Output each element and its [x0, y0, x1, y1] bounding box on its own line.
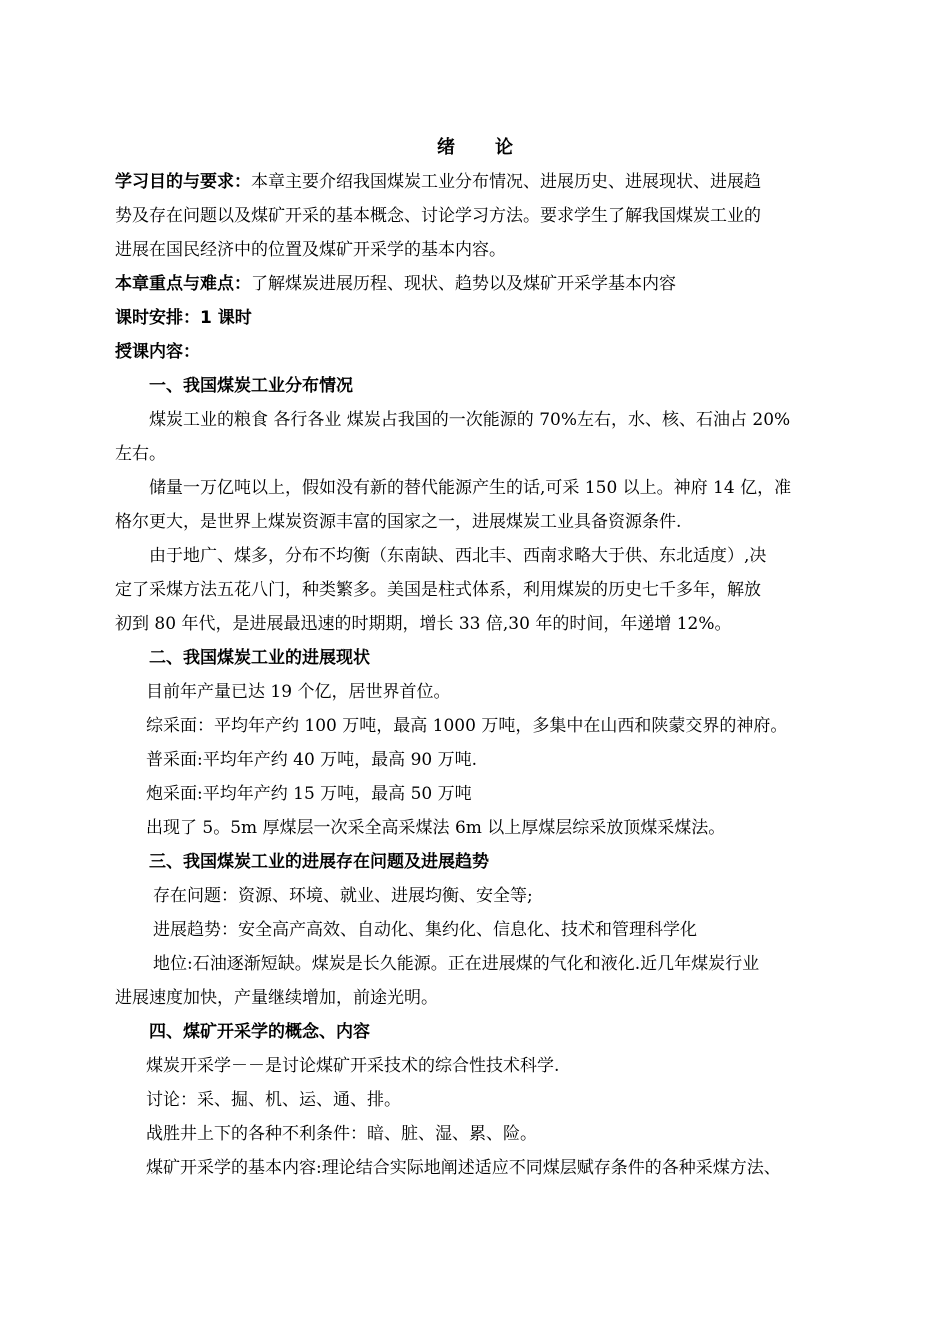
section4-line2: 讨论：采、掘、机、运、通、排。: [146, 1090, 401, 1110]
section3-heading: 三、我国煤炭工业的进展存在问题及进展趋势: [149, 852, 489, 872]
keypoints-label: 本章重点与难点：: [115, 274, 251, 294]
section2-line5: 出现了 5。5m 厚煤层一次采全高采煤法 6m 以上厚煤层综采放顶煤采煤法。: [146, 818, 726, 838]
hours-label: 课时安排：: [115, 308, 200, 328]
objectives-line-3: 进展在国民经济中的位置及煤矿开采学的基本内容。: [115, 240, 506, 260]
hours-line: [115, 301, 860, 335]
section2-heading: 二、我国煤炭工业的进展现状: [149, 648, 370, 668]
document-body: [115, 165, 860, 1185]
keypoints-text: 了解煤炭进展历程、现状、趋势以及煤矿开采学基本内容: [251, 274, 676, 294]
section1-p1-line1: 煤炭工业的粮食 各行各业 煤炭占我国的一次能源的 70%左右，水、核、石油占 20%: [149, 410, 791, 430]
objectives-text-1: 本章主要介绍我国煤炭工业分布情况、进展历史、进展现状、进展趋: [251, 172, 761, 192]
section3-line2: 进展趋势：安全高产高效、自动化、集约化、信息化、技术和管理科学化: [153, 920, 697, 940]
section4-line4: 煤矿开采学的基本内容:理论结合实际地阐述适应不同煤层赋存条件的各种采煤方法、: [146, 1158, 781, 1178]
section3-line4: 进展速度加快，产量继续增加，前途光明。: [115, 988, 438, 1008]
section2-line1: 目前年产量已达 19 个亿，居世界首位。: [146, 682, 451, 702]
section3-line1: 存在问题：资源、环境、就业、进展均衡、安全等;: [153, 886, 533, 906]
keypoints-line: [115, 267, 860, 301]
title-char-right: 论: [495, 137, 513, 158]
section1-p1-line2: 左右。: [115, 444, 166, 464]
objectives-label: 学习目的与要求：: [115, 172, 251, 192]
section4-heading: 四、煤矿开采学的概念、内容: [149, 1022, 370, 1042]
section1-p2-line1: 储量一万亿吨以上，假如没有新的替代能源产生的话,可采 150 以上。神府 14 亿，准: [149, 478, 792, 498]
section2-line3: 普采面:平均年产约 40 万吨，最高 90 万吨.: [146, 750, 478, 770]
section4-line1: 煤炭开采学－－是讨论煤矿开采技术的综合性技术科学.: [146, 1056, 560, 1076]
section1-p3-line3: 初到 80 年代，是进展最迅速的时期期，增长 33 倍,30 年的时间，年递增 12%。: [115, 614, 732, 634]
section1-p2-line2: 格尔更大，是世界上煤炭资源丰富的国家之一，进展煤炭工业具备资源条件.: [115, 512, 682, 532]
section3-line3: 地位:石油逐渐短缺。煤炭是长久能源。正在进展煤的气化和液化.近几年煤炭行业: [153, 954, 760, 974]
section2-line2: 综采面：平均年产约 100 万吨，最高 1000 万吨，多集中在山西和陕蒙交界的神府。: [146, 716, 788, 736]
page-title: [0, 133, 950, 159]
objectives-line-1: [115, 165, 860, 199]
section2-line4: 炮采面:平均年产约 15 万吨，最高 50 万吨: [146, 784, 472, 804]
section1-heading: 一、我国煤炭工业分布情况: [149, 376, 353, 396]
section4-line3: 战胜井上下的各种不利条件：暗、脏、湿、累、险。: [146, 1124, 537, 1144]
content-label: 授课内容：: [115, 342, 200, 362]
objectives-line-2: 势及存在问题以及煤矿开采的基本概念、讨论学习方法。要求学生了解我国煤炭工业的: [115, 206, 761, 226]
title-char-left: 绪: [437, 137, 455, 158]
section1-p3-line1: 由于地广、煤多，分布不均衡（东南缺、西北丰、西南求略大于供、东北适度）,决: [149, 546, 767, 566]
hours-text: 1 课时: [200, 308, 252, 328]
section1-p3-line2: 定了采煤方法五花八门，种类繁多。美国是柱式体系，利用煤炭的历史七千多年，解放: [115, 580, 761, 600]
